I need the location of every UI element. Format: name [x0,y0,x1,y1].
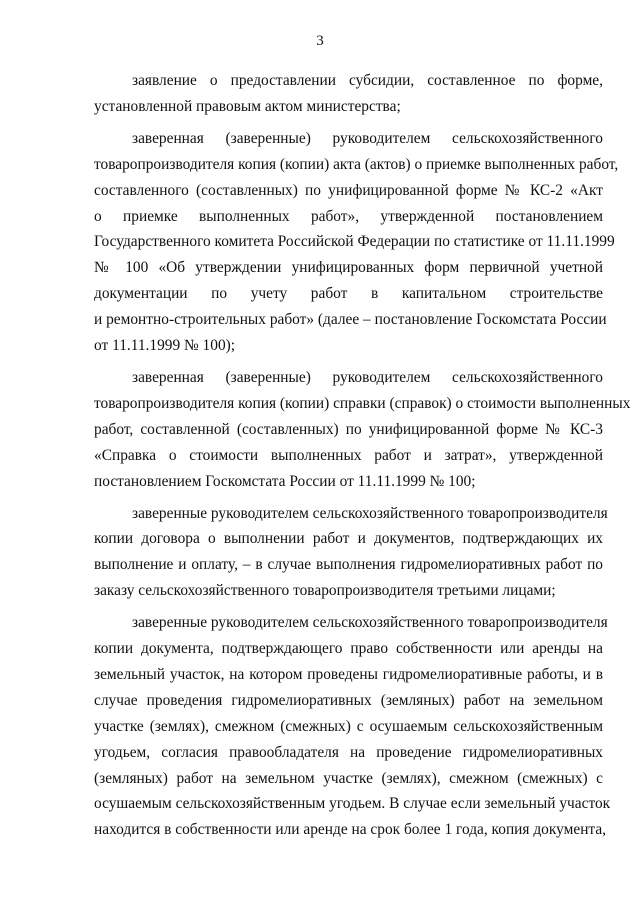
document-body [94,68,631,849]
text-line: заверенные руководителем сельскохозяйственного товаропроизводителя [132,614,608,632]
text-line: заказу сельскохозяйственного товаропроизводителя третьими лицами; [94,582,556,600]
text-line: товаропроизводителя копия (копии) справки (справок) о стоимости выполненных [94,394,631,412]
text-line: работ, составленной (составленных) по унифицированной форме № КС-3 [94,420,603,438]
text-line: от 11.11.1999 № 100); [94,337,236,355]
paragraph [94,365,631,495]
text-line: копии документа, подтверждающего право собственности или аренды на [94,640,603,658]
paragraph [94,501,608,605]
text-line: документации по учету работ в капитальном строительстве [94,285,603,303]
text-line: заверенная (заверенные) руководителем сельскохозяйственного [132,129,603,147]
text-line: случае проведения гидромелиоративных (земляных) работ на земельном [94,691,603,709]
text-line: заявление о предоставлении субсидии, составленное по форме, [132,72,603,89]
paragraph [94,68,603,120]
text-line: выполнение и оплату, – в случае выполнения гидромелиоративных работ по [94,556,603,574]
text-line: земельный участок, на котором проведены гидромелиоративные работы, и в [94,665,603,683]
text-line: составленного (составленных) по унифицированной форме № КС-2 «Акт [94,181,603,199]
text-line: угодьем, согласия правообладателя на проведение гидромелиоративных [94,743,603,761]
text-line: заверенные руководителем сельскохозяйственного товаропроизводителя [132,504,608,522]
text-line: о приемке выполненных работ», утвержденной постановлением [94,207,603,225]
text-line: и ремонтно-строительных работ» (далее – постановление Госкомстата России [94,311,607,329]
text-line: находится в собственности или аренде на срок более 1 года, копия документа, [94,821,607,839]
text-line: (земляных) работ на земельном участке (землях), смежном (смежных) с [94,769,603,787]
text-line: № 100 «Об утверждении унифицированных форм первичной учетной [94,259,603,277]
text-line: постановлением Госкомстата России от 11.11.1999 № 100; [94,472,476,490]
text-line: осушаемым сельскохозяйственным угодьем. В случае если земельный участок [94,795,611,813]
text-line: заверенная (заверенные) руководителем сельскохозяйственного [132,368,603,386]
paragraph [94,610,611,843]
page-number: 3 [316,33,324,49]
text-line: Государственного комитета Российской Федерации по статистике от 11.11.1999 [94,233,615,251]
text-line: «Справка о стоимости выполненных работ и затрат», утвержденной [94,446,603,464]
text-line: установленной правовым актом министерства; [94,97,401,115]
text-line: товаропроизводителя копия (копии) акта (актов) о приемке выполненных работ, [94,155,619,173]
text-line: участке (землях), смежном (смежных) с осушаемым сельскохозяйственным [94,717,603,735]
text-line: копии договора о выполнении работ и документов, подтверждающих их [94,530,603,548]
paragraph [94,126,619,359]
